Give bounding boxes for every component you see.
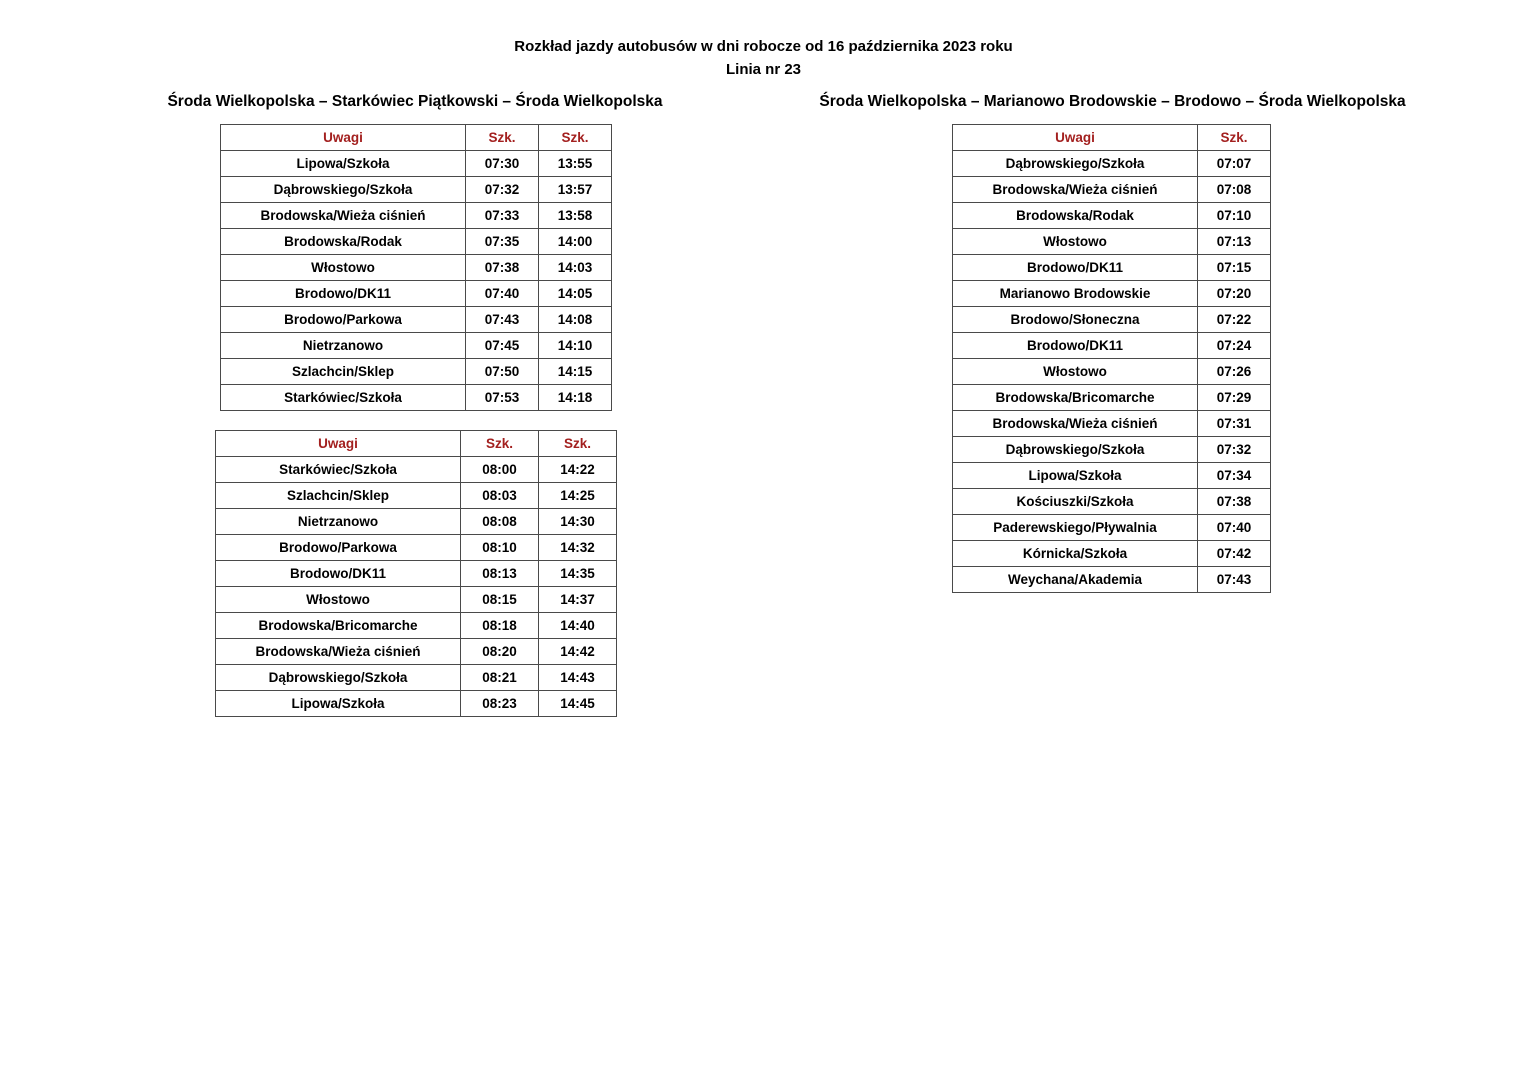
table-row bbox=[953, 515, 1271, 541]
table-row bbox=[216, 665, 617, 691]
table-row bbox=[216, 457, 617, 483]
departure-time: 14:43 bbox=[539, 665, 617, 691]
departure-time: 07:32 bbox=[466, 177, 539, 203]
stop-name: Lipowa/Szkoła bbox=[221, 151, 466, 177]
departure-time: 07:32 bbox=[1198, 437, 1271, 463]
departure-time: 07:22 bbox=[1198, 307, 1271, 333]
departure-time: 14:42 bbox=[539, 639, 617, 665]
stop-name: Szlachcin/Sklep bbox=[221, 359, 466, 385]
stop-name: Brodowska/Wieża ciśnień bbox=[953, 177, 1198, 203]
table-row bbox=[221, 151, 612, 177]
departure-time: 08:18 bbox=[461, 613, 539, 639]
table-row bbox=[216, 587, 617, 613]
stop-name: Dąbrowskiego/Szkoła bbox=[953, 437, 1198, 463]
column-header-uwagi: Uwagi bbox=[953, 125, 1198, 151]
column-header-szk: Szk. bbox=[466, 125, 539, 151]
departure-time: 07:50 bbox=[466, 359, 539, 385]
column-header-szk: Szk. bbox=[1198, 125, 1271, 151]
departure-time: 08:13 bbox=[461, 561, 539, 587]
stop-name: Dąbrowskiego/Szkoła bbox=[216, 665, 461, 691]
departure-time: 14:40 bbox=[539, 613, 617, 639]
table-row bbox=[953, 567, 1271, 593]
column-header-uwagi: Uwagi bbox=[221, 125, 466, 151]
table-row bbox=[221, 333, 612, 359]
stop-name: Brodowo/Parkowa bbox=[221, 307, 466, 333]
departure-time: 07:30 bbox=[466, 151, 539, 177]
departure-time: 14:10 bbox=[539, 333, 612, 359]
departure-time: 07:35 bbox=[466, 229, 539, 255]
table-row bbox=[953, 307, 1271, 333]
stop-name: Paderewskiego/Pływalnia bbox=[953, 515, 1198, 541]
table-row bbox=[953, 177, 1271, 203]
departure-time: 07:07 bbox=[1198, 151, 1271, 177]
table-row bbox=[953, 385, 1271, 411]
departure-time: 13:57 bbox=[539, 177, 612, 203]
departure-time: 14:45 bbox=[539, 691, 617, 717]
stop-name: Włostowo bbox=[216, 587, 461, 613]
departure-time: 07:43 bbox=[466, 307, 539, 333]
departure-time: 07:40 bbox=[1198, 515, 1271, 541]
stop-name: Brodowo/DK11 bbox=[216, 561, 461, 587]
line-number: Linia nr 23 bbox=[725, 61, 802, 78]
stop-name: Brodowska/Rodak bbox=[953, 203, 1198, 229]
departure-time: 07:24 bbox=[1198, 333, 1271, 359]
departure-time: 08:21 bbox=[461, 665, 539, 691]
stop-name: Włostowo bbox=[953, 229, 1198, 255]
departure-time: 07:38 bbox=[466, 255, 539, 281]
stop-name: Dąbrowskiego/Szkoła bbox=[953, 151, 1198, 177]
table-row bbox=[216, 509, 617, 535]
stop-name: Brodowska/Wieża ciśnień bbox=[953, 411, 1198, 437]
table-row bbox=[953, 203, 1271, 229]
stop-name: Nietrzanowo bbox=[221, 333, 466, 359]
departure-time: 07:08 bbox=[1198, 177, 1271, 203]
table-row bbox=[953, 255, 1271, 281]
table-row bbox=[216, 483, 617, 509]
departure-time: 08:08 bbox=[461, 509, 539, 535]
departure-time: 14:03 bbox=[539, 255, 612, 281]
departure-time: 08:23 bbox=[461, 691, 539, 717]
departure-time: 07:53 bbox=[466, 385, 539, 411]
table-row bbox=[953, 359, 1271, 385]
departure-time: 07:20 bbox=[1198, 281, 1271, 307]
table-row bbox=[221, 385, 612, 411]
stop-name: Lipowa/Szkoła bbox=[953, 463, 1198, 489]
table-row bbox=[221, 229, 612, 255]
stop-name: Brodowska/Wieża ciśnień bbox=[221, 203, 466, 229]
departure-time: 07:40 bbox=[466, 281, 539, 307]
timetable-outbound bbox=[220, 124, 612, 411]
departure-time: 14:18 bbox=[539, 385, 612, 411]
table-row bbox=[221, 281, 612, 307]
table-row bbox=[953, 333, 1271, 359]
departure-time: 08:00 bbox=[461, 457, 539, 483]
stop-name: Kórnicka/Szkoła bbox=[953, 541, 1198, 567]
column-header-szk: Szk. bbox=[539, 125, 612, 151]
timetable-return bbox=[215, 430, 617, 717]
stop-name: Brodowska/Bricomarche bbox=[953, 385, 1198, 411]
stop-name: Brodowska/Rodak bbox=[221, 229, 466, 255]
departure-time: 13:58 bbox=[539, 203, 612, 229]
departure-time: 07:33 bbox=[466, 203, 539, 229]
stop-name: Dąbrowskiego/Szkoła bbox=[221, 177, 466, 203]
stop-name: Brodowo/DK11 bbox=[953, 255, 1198, 281]
stop-name: Starkówiec/Szkoła bbox=[221, 385, 466, 411]
table-row bbox=[216, 691, 617, 717]
table-row bbox=[216, 613, 617, 639]
table-row bbox=[953, 541, 1271, 567]
departure-time: 07:15 bbox=[1198, 255, 1271, 281]
stop-name: Włostowo bbox=[221, 255, 466, 281]
departure-time: 08:03 bbox=[461, 483, 539, 509]
departure-time: 14:37 bbox=[539, 587, 617, 613]
departure-time: 07:13 bbox=[1198, 229, 1271, 255]
table-row bbox=[953, 151, 1271, 177]
column-header-uwagi: Uwagi bbox=[216, 431, 461, 457]
table-row bbox=[953, 437, 1271, 463]
table-row bbox=[221, 177, 612, 203]
column-header-szk: Szk. bbox=[539, 431, 617, 457]
departure-time: 08:10 bbox=[461, 535, 539, 561]
table-header-row bbox=[216, 431, 617, 457]
column-header-szk: Szk. bbox=[461, 431, 539, 457]
table-row bbox=[216, 535, 617, 561]
departure-time: 07:29 bbox=[1198, 385, 1271, 411]
table-row bbox=[221, 359, 612, 385]
schedule-title: Rozkład jazdy autobusów w dni robocze od 16 października 2023 roku bbox=[514, 38, 1013, 55]
departure-time: 07:42 bbox=[1198, 541, 1271, 567]
table-header-row bbox=[221, 125, 612, 151]
departure-time: 08:20 bbox=[461, 639, 539, 665]
table-row bbox=[953, 463, 1271, 489]
stop-name: Szlachcin/Sklep bbox=[216, 483, 461, 509]
table-row bbox=[216, 639, 617, 665]
stop-name: Brodowo/Parkowa bbox=[216, 535, 461, 561]
departure-time: 07:31 bbox=[1198, 411, 1271, 437]
route-title-right: Środa Wielkopolska – Marianowo Brodowskie – Brodowo – Środa Wielkopolska bbox=[819, 93, 1406, 110]
departure-time: 13:55 bbox=[539, 151, 612, 177]
stop-name: Lipowa/Szkoła bbox=[216, 691, 461, 717]
stop-name: Brodowo/DK11 bbox=[953, 333, 1198, 359]
route-title-left: Środa Wielkopolska – Starkówiec Piątkowski – Środa Wielkopolska bbox=[167, 93, 663, 110]
stop-name: Brodowska/Wieża ciśnień bbox=[216, 639, 461, 665]
stop-name: Nietrzanowo bbox=[216, 509, 461, 535]
departure-time: 14:35 bbox=[539, 561, 617, 587]
departure-time: 07:43 bbox=[1198, 567, 1271, 593]
stop-name: Włostowo bbox=[953, 359, 1198, 385]
departure-time: 08:15 bbox=[461, 587, 539, 613]
departure-time: 14:15 bbox=[539, 359, 612, 385]
departure-time: 14:25 bbox=[539, 483, 617, 509]
departure-time: 14:30 bbox=[539, 509, 617, 535]
departure-time: 07:10 bbox=[1198, 203, 1271, 229]
departure-time: 14:05 bbox=[539, 281, 612, 307]
table-row bbox=[221, 203, 612, 229]
table-row bbox=[953, 411, 1271, 437]
table-row bbox=[953, 281, 1271, 307]
table-row bbox=[953, 489, 1271, 515]
stop-name: Brodowo/DK11 bbox=[221, 281, 466, 307]
departure-time: 14:08 bbox=[539, 307, 612, 333]
table-row bbox=[221, 255, 612, 281]
table-header-row bbox=[953, 125, 1271, 151]
stop-name: Marianowo Brodowskie bbox=[953, 281, 1198, 307]
stop-name: Brodowo/Słoneczna bbox=[953, 307, 1198, 333]
timetable-marianowo bbox=[952, 124, 1271, 593]
table-row bbox=[953, 229, 1271, 255]
departure-time: 07:45 bbox=[466, 333, 539, 359]
departure-time: 07:34 bbox=[1198, 463, 1271, 489]
stop-name: Kościuszki/Szkoła bbox=[953, 489, 1198, 515]
stop-name: Starkówiec/Szkoła bbox=[216, 457, 461, 483]
table-row bbox=[221, 307, 612, 333]
departure-time: 14:00 bbox=[539, 229, 612, 255]
stop-name: Weychana/Akademia bbox=[953, 567, 1198, 593]
departure-time: 14:22 bbox=[539, 457, 617, 483]
departure-time: 14:32 bbox=[539, 535, 617, 561]
table-row bbox=[216, 561, 617, 587]
departure-time: 07:38 bbox=[1198, 489, 1271, 515]
stop-name: Brodowska/Bricomarche bbox=[216, 613, 461, 639]
departure-time: 07:26 bbox=[1198, 359, 1271, 385]
